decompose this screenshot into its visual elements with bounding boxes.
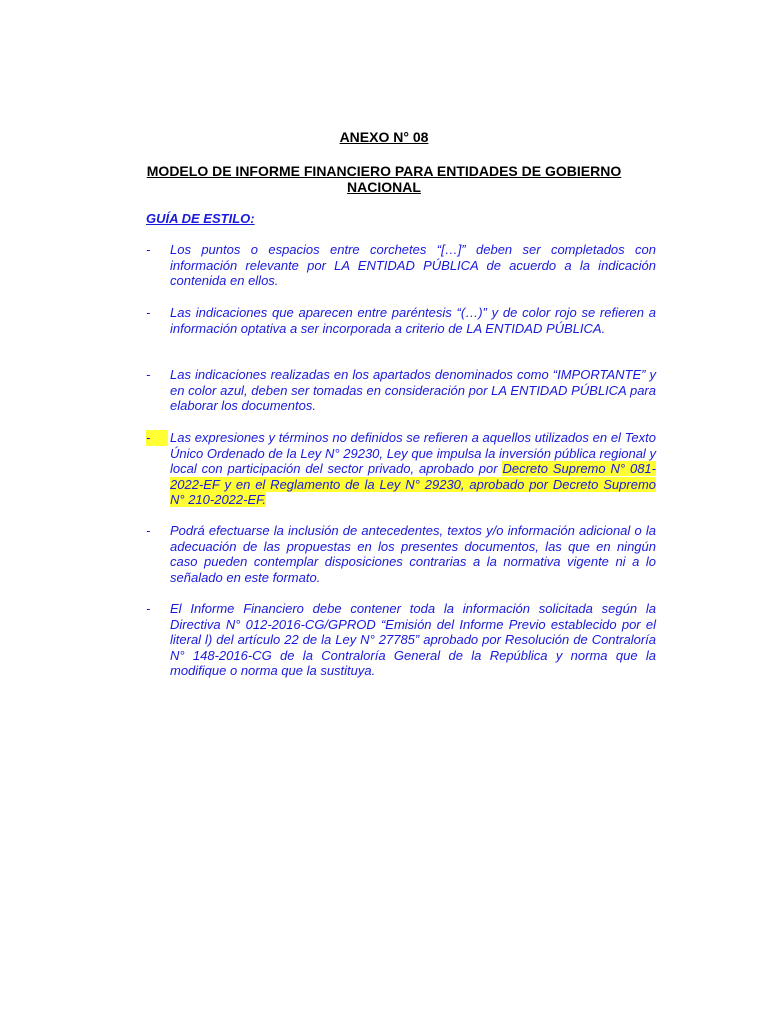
guide-bullet-brackets xyxy=(146,242,656,289)
bullet-text: Las indicaciones realizadas en los apartados denominados como “IMPORTANTE” y en color azul, deben ser tomadas en consideración por LA ENTIDAD PÚBLICA para elaborar los documentos. xyxy=(170,367,656,414)
bullet-text-highlighted: Decreto Supremo N° 081-2022-EF y en el Reglamento de la Ley N° 29230, aprobado por Decreto Supremo N° 210-2022-EF. xyxy=(170,461,656,508)
bullet-marker: - xyxy=(146,601,151,616)
document-main-title: MODELO DE INFORME FINANCIERO PARA ENTIDADES DE GOBIERNO NACIONAL xyxy=(146,163,622,195)
guide-bullet-important xyxy=(146,367,656,414)
bullet-text: El Informe Financiero debe contener toda la información solicitada según la Directiva N° 012-2016-CG/GPROD “Emisión del Informe Previo establecido por el literal l) del artículo 22 de la Ley N° 27785” aprobado por Resolución de Contraloría N° 148-2016-CG de la Contraloría General de la República y norma que la modifique o norma que la sustituya. xyxy=(170,601,656,679)
guide-bullet-financial-report xyxy=(146,601,656,679)
bullet-text-plain: Las expresiones y términos no definidos se refieren a aquellos utilizados en el Texto Único Ordenado de la Ley N° 29230, Ley que impulsa la inversión pública regional y local con participación del sector privado, aprobado por xyxy=(170,430,656,477)
annex-title: ANEXO N° 08 xyxy=(339,129,429,145)
guide-bullet-parentheses xyxy=(146,305,656,336)
bullet-text: Los puntos o espacios entre corchetes “[…]” deben ser completados con información relevante por LA ENTIDAD PÚBLICA de acuerdo a la indicación contenida en ellos. xyxy=(170,242,656,289)
style-guide-heading: GUÍA DE ESTILO: xyxy=(146,211,255,226)
bullet-marker-highlighted: - xyxy=(146,430,168,446)
bullet-marker: - xyxy=(146,367,151,382)
guide-bullet-additional-info xyxy=(146,523,656,585)
guide-bullet-definitions xyxy=(146,430,656,508)
bullet-text: Podrá efectuarse la inclusión de antecedentes, textos y/o información adicional o la adecuación de las propuestas en los presentes documentos, las que en ningún caso pueden contemplar disposiciones contrarias a la normativa vigente ni a lo señalado en este formato. xyxy=(170,523,656,585)
bullet-text: Las indicaciones que aparecen entre paréntesis “(…)” y de color rojo se refieren a información optativa a ser incorporada a criterio de LA ENTIDAD PÚBLICA. xyxy=(170,305,656,336)
bullet-marker: - xyxy=(146,523,151,538)
bullet-text xyxy=(170,430,656,508)
bullet-marker: - xyxy=(146,242,151,257)
bullet-marker: - xyxy=(146,305,151,320)
